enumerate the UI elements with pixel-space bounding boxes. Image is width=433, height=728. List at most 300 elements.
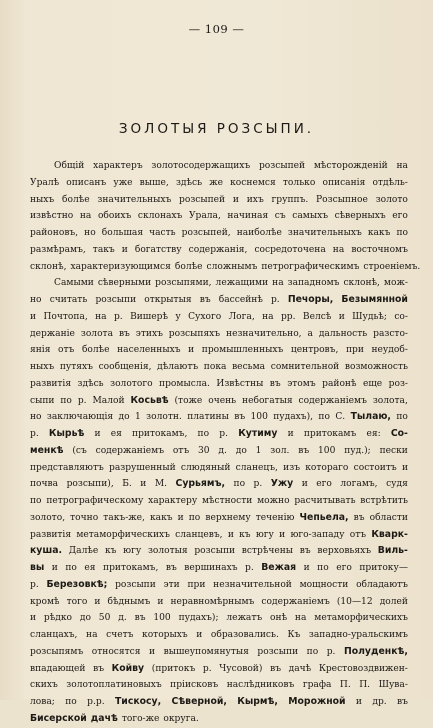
word: на	[272, 278, 284, 289]
bold-place-name: Ужу	[270, 478, 294, 490]
word: Почтопа,	[43, 311, 88, 322]
bold-place-name: Печоры,	[287, 294, 334, 305]
word: и	[94, 596, 101, 607]
word: (10—12	[336, 596, 373, 607]
text-line	[30, 560, 408, 577]
word: развитія	[30, 529, 72, 540]
word: долей	[379, 596, 408, 607]
word: можно	[257, 496, 290, 506]
word: развитія	[30, 378, 72, 389]
word: Крестовоздвижен-	[318, 663, 408, 674]
word: у	[175, 311, 181, 322]
word: склонѣ,	[343, 278, 380, 289]
word: розсыпи	[95, 295, 137, 305]
word: ея:	[366, 429, 381, 439]
text-line	[30, 326, 408, 343]
word: судя	[386, 479, 408, 490]
bold-place-name: Сѣверной,	[171, 696, 227, 707]
word: Малой	[92, 395, 125, 406]
word: и	[121, 244, 128, 255]
word: отъ	[172, 445, 190, 456]
word: сланецъ,	[235, 462, 278, 473]
word: Общій	[54, 161, 85, 171]
text-line	[30, 476, 408, 493]
word: счетъ	[106, 630, 134, 640]
bold-place-name: вы	[30, 562, 45, 573]
word: выше,	[139, 177, 169, 188]
word: на	[332, 244, 345, 255]
word: петрографическимъ	[261, 261, 360, 272]
text-line	[30, 711, 408, 728]
word: при	[345, 345, 364, 356]
word: а	[307, 328, 313, 339]
word: на	[79, 211, 92, 222]
word: югу	[123, 546, 142, 557]
word: (притокъ	[151, 663, 196, 674]
word: такъ	[92, 244, 115, 255]
word: рѣдко	[43, 613, 72, 624]
word: Розсыпное	[316, 194, 368, 205]
word: въ	[299, 546, 311, 557]
word: и	[94, 429, 101, 439]
word: начиная	[227, 211, 269, 222]
text-line	[30, 409, 408, 426]
word: Уралѣ	[30, 177, 60, 188]
word: наслѣдниковъ	[226, 680, 295, 691]
word: описанъ	[66, 177, 107, 188]
word: котораго	[305, 462, 349, 473]
word: путяхъ	[59, 362, 93, 372]
word: самыхъ	[292, 211, 328, 222]
word: въ	[199, 295, 211, 305]
word: образовались.	[210, 630, 279, 640]
word: отъ	[349, 529, 367, 540]
bold-place-name: Чепьела,	[299, 511, 349, 523]
text-line	[30, 225, 408, 242]
word: р.	[202, 663, 212, 674]
word: обладаютъ	[356, 579, 408, 590]
word: въ	[93, 663, 104, 674]
text-line	[30, 627, 408, 644]
word: по	[306, 646, 319, 657]
word: округа.	[163, 713, 199, 724]
word: и	[140, 479, 147, 490]
word: золотыя	[147, 546, 188, 557]
word: въ	[298, 445, 310, 456]
word: встрѣчены	[241, 546, 294, 557]
word: пріисковъ	[170, 680, 219, 691]
word: населенныхъ	[117, 345, 181, 356]
text-line	[30, 342, 408, 359]
word: р.	[30, 429, 39, 439]
word: М.	[154, 479, 168, 490]
word: и	[196, 630, 203, 640]
word: незначительно,	[226, 328, 302, 339]
bold-place-name: Тылаю,	[350, 411, 391, 423]
word: и	[51, 563, 58, 573]
text-line	[30, 192, 408, 209]
text-line	[30, 577, 408, 594]
word: рр.	[280, 311, 296, 322]
word: Шудьѣ;	[352, 311, 387, 322]
word: слюдяный	[180, 462, 231, 473]
word: до	[235, 445, 247, 456]
word: розсыпями,	[155, 278, 212, 289]
word: содержаніемъ	[298, 395, 367, 406]
word: содержаніемъ	[261, 596, 330, 607]
word: съ	[274, 211, 286, 222]
text-line	[30, 661, 408, 678]
word: Сухого	[188, 311, 222, 322]
word: Лога,	[228, 311, 255, 322]
word: большая	[101, 228, 144, 238]
word: по	[60, 395, 72, 406]
word: такъ-же,	[103, 512, 145, 523]
text-line	[30, 275, 408, 292]
bold-place-name: Со-	[390, 428, 408, 439]
word: р.	[113, 311, 123, 322]
bold-place-name: дачѣ	[90, 712, 118, 724]
word: отдѣль-	[372, 177, 408, 188]
bold-place-name: Кырмѣ,	[237, 696, 278, 707]
word: р.	[253, 479, 263, 490]
word: часть	[149, 228, 176, 238]
word: юго-западу	[290, 529, 345, 540]
word: золота,	[372, 395, 408, 406]
word: Извѣстны	[216, 378, 264, 389]
section-title: ЗОЛОТЫЯ РОЗСЫПИ.	[118, 121, 315, 137]
text-line	[30, 175, 408, 192]
word: по	[317, 563, 329, 573]
word: въ	[118, 328, 130, 339]
word: пески	[379, 445, 408, 456]
word: содержаніемъ	[95, 445, 164, 456]
word: дѣлаютъ	[157, 362, 199, 372]
word: неудоб-	[371, 345, 408, 356]
word: лова;	[30, 697, 55, 707]
word: разрушенный	[109, 462, 176, 473]
word: его	[336, 563, 352, 573]
word: въ	[134, 613, 146, 624]
word: притоку—	[359, 563, 408, 573]
word: р.	[30, 579, 39, 590]
text-line	[30, 259, 421, 276]
word: и	[338, 311, 345, 322]
word: же	[209, 177, 223, 188]
word: р.	[77, 395, 87, 406]
word: золотн.	[146, 412, 182, 423]
word: представляютъ	[30, 462, 104, 473]
word: его	[316, 479, 332, 490]
word: сланцахъ,	[30, 630, 78, 640]
word: и	[149, 646, 156, 657]
bold-place-name: Вежая	[261, 562, 297, 573]
bold-place-name: Кырьѣ	[48, 428, 85, 439]
word: по	[30, 496, 42, 506]
word: отъ	[58, 345, 75, 356]
word: логамъ,	[340, 479, 378, 490]
word: верховьяхъ	[317, 546, 372, 557]
word: небогатыя	[242, 395, 293, 406]
word: на	[262, 311, 274, 322]
word: мож-	[383, 278, 408, 289]
word: мѣсторожденій	[313, 161, 388, 171]
word: по	[233, 479, 246, 490]
word: ихъ	[246, 194, 264, 205]
word: весьма	[232, 362, 266, 372]
text-line	[30, 694, 408, 711]
word: р.	[326, 646, 336, 657]
word: мощности	[299, 579, 349, 590]
word: до	[118, 412, 130, 423]
word: состоитъ	[353, 462, 397, 473]
word: на	[95, 311, 107, 322]
word: по	[318, 412, 330, 423]
word: вышеупомянутыя	[163, 646, 249, 657]
word: въ	[397, 697, 408, 707]
bold-place-name: Морожной	[288, 696, 346, 707]
bold-place-name: Кварк-	[371, 528, 408, 540]
word: въ	[353, 512, 365, 523]
word: склонахъ	[137, 211, 183, 222]
word: его	[392, 211, 408, 222]
word: описанія	[322, 177, 366, 188]
text-line	[30, 610, 408, 627]
word: какъ	[367, 228, 391, 238]
word: вершинахъ	[184, 563, 238, 573]
word: югу	[255, 529, 274, 540]
word: точно	[70, 512, 99, 523]
word: Далѣе	[68, 546, 99, 557]
word: изъ	[283, 462, 300, 473]
text-line	[30, 359, 408, 376]
word: метаморфическихъ	[76, 529, 170, 540]
word: сѣверными	[97, 278, 152, 289]
word: притокамъ,	[103, 563, 159, 573]
word: по	[65, 563, 77, 573]
bold-place-name: Березовкѣ;	[46, 578, 108, 590]
bold-place-name: куша.	[30, 545, 63, 557]
text-line	[30, 493, 408, 510]
word: въ	[234, 412, 246, 423]
word: въ	[165, 563, 177, 573]
word: 100	[250, 412, 268, 423]
text-line	[30, 393, 408, 410]
word: только	[282, 177, 316, 188]
bold-place-name: Кутиму	[238, 428, 278, 439]
word: и	[279, 529, 286, 540]
word: считать	[49, 295, 88, 305]
word: какъ	[149, 512, 173, 523]
word: Вишерѣ	[130, 311, 168, 322]
word: склонѣ,	[30, 261, 67, 272]
word: теченію	[255, 512, 295, 523]
word: верхнему	[205, 512, 251, 523]
word: золото,	[30, 512, 66, 523]
text-line	[30, 677, 408, 694]
word: въ	[269, 378, 281, 389]
text-line	[30, 376, 408, 393]
word: и	[227, 529, 234, 540]
word: и	[287, 429, 294, 439]
word: обоихъ	[97, 211, 132, 222]
word: въ	[270, 663, 281, 674]
word: содержанія,	[188, 244, 248, 255]
word: зол.	[270, 445, 290, 456]
word: къ	[104, 546, 117, 557]
word: относятся	[91, 646, 141, 657]
word: Шува-	[378, 680, 408, 691]
word: скихъ	[30, 680, 58, 691]
word: П.	[359, 680, 371, 691]
word: сложнымъ	[206, 261, 258, 272]
text-line	[30, 594, 408, 611]
word: области	[369, 512, 408, 523]
word: и	[401, 462, 408, 473]
text-line	[30, 158, 408, 175]
word: розсыпи	[257, 646, 299, 657]
word: характеръ	[93, 161, 143, 171]
word: по	[396, 228, 408, 238]
word: онѣ	[270, 613, 288, 624]
word: группъ.	[271, 194, 309, 205]
word: на	[86, 630, 98, 640]
word: розсыпяхъ	[168, 328, 221, 339]
word: ея	[84, 563, 96, 573]
word: 1	[255, 445, 262, 456]
text-line	[30, 426, 408, 443]
word: розсыпей,	[181, 228, 231, 238]
word: этомъ	[287, 378, 316, 389]
word: и	[303, 563, 310, 573]
word: западномъ	[287, 278, 340, 289]
word: уже	[113, 177, 133, 188]
word: золотого	[110, 378, 153, 389]
word: лежатъ	[226, 613, 263, 624]
word: золотоплатиновыхъ	[66, 680, 162, 691]
word: розсыпей	[258, 161, 306, 171]
word: размѣрамъ,	[30, 244, 86, 255]
word: янія	[30, 345, 51, 356]
word: пудахъ);	[178, 613, 219, 624]
text-line	[30, 443, 408, 460]
word: на	[294, 613, 307, 624]
word: 30	[197, 445, 210, 456]
word: ныхъ	[30, 194, 55, 205]
word: по	[65, 697, 77, 707]
word: и	[355, 697, 362, 707]
word: С.	[335, 412, 346, 423]
word: дачѣ	[288, 663, 312, 674]
word: петрографическому	[46, 496, 144, 506]
word: ея	[110, 429, 122, 439]
word: характеризующимся	[70, 261, 171, 272]
word: держаніе	[30, 328, 75, 339]
word: расчитывать	[294, 496, 356, 506]
word: и	[232, 194, 239, 205]
word: лежащими	[215, 278, 269, 289]
word: открытыя	[144, 295, 192, 305]
word: извѣстно	[30, 211, 74, 222]
word: сомнительной	[270, 362, 340, 372]
word: пудахъ),	[273, 412, 314, 423]
word: д.	[118, 613, 127, 624]
word: графа	[302, 680, 332, 691]
body-text	[30, 158, 421, 728]
word: розсыпи	[194, 546, 236, 557]
word: еще	[362, 378, 383, 389]
text-line	[30, 527, 408, 544]
word: по	[396, 412, 408, 423]
bold-place-name: Косьвѣ	[130, 394, 169, 406]
word: (съ	[72, 445, 87, 456]
word: золото	[375, 194, 408, 205]
word: Чусовой)	[219, 663, 263, 674]
word: р.	[270, 295, 280, 305]
word: встрѣтить	[360, 496, 408, 506]
word: золотосодержащихъ	[151, 161, 251, 171]
bold-place-name: менкѣ	[30, 444, 64, 456]
word: коснемся	[230, 177, 276, 188]
word: дальность	[318, 328, 368, 339]
page-number: — 109 —	[188, 22, 245, 36]
word: 100	[318, 445, 336, 456]
word: незначительной	[213, 579, 292, 590]
word: розсыпи),	[66, 479, 114, 490]
word: П.	[339, 680, 351, 691]
text-line	[30, 460, 408, 477]
word: притокамъ	[303, 429, 357, 439]
word: но	[30, 295, 42, 305]
word: промысла.	[159, 378, 210, 389]
word: болѣе	[62, 194, 90, 205]
word: сосредоточена	[254, 244, 326, 255]
word: и	[301, 479, 308, 490]
word: пуд.);	[344, 445, 371, 456]
word: но	[84, 228, 96, 238]
word: разсто-	[373, 328, 408, 339]
word: строеніемъ.	[363, 261, 421, 272]
word: болѣе	[174, 261, 203, 272]
text-line	[30, 292, 408, 309]
word: которыхъ	[142, 630, 188, 640]
word: къ	[239, 529, 251, 540]
word: болѣе	[81, 345, 110, 356]
word: золота	[80, 328, 114, 339]
word: богатству	[134, 244, 182, 255]
word: возможность	[344, 362, 408, 372]
word: промышленныхъ	[201, 345, 284, 356]
word: 50	[98, 613, 111, 624]
word: неравномѣрнымъ	[170, 596, 255, 607]
word: р.р.	[87, 697, 105, 707]
word: до	[79, 613, 91, 624]
word: этихъ	[135, 328, 163, 339]
word: сѣверныхъ	[334, 211, 386, 222]
word: и	[188, 345, 195, 356]
word: заключающія	[46, 412, 114, 423]
word: д.	[218, 445, 227, 456]
text-line	[30, 242, 408, 259]
word: розсыпей	[179, 194, 226, 205]
word: бассейнѣ	[218, 295, 263, 305]
word: Велсѣ	[302, 311, 332, 322]
word: Урала,	[188, 211, 221, 222]
word: 1	[134, 412, 141, 423]
word: мѣстности	[201, 496, 253, 506]
word: восточномъ	[351, 244, 408, 255]
word: но	[30, 412, 42, 423]
